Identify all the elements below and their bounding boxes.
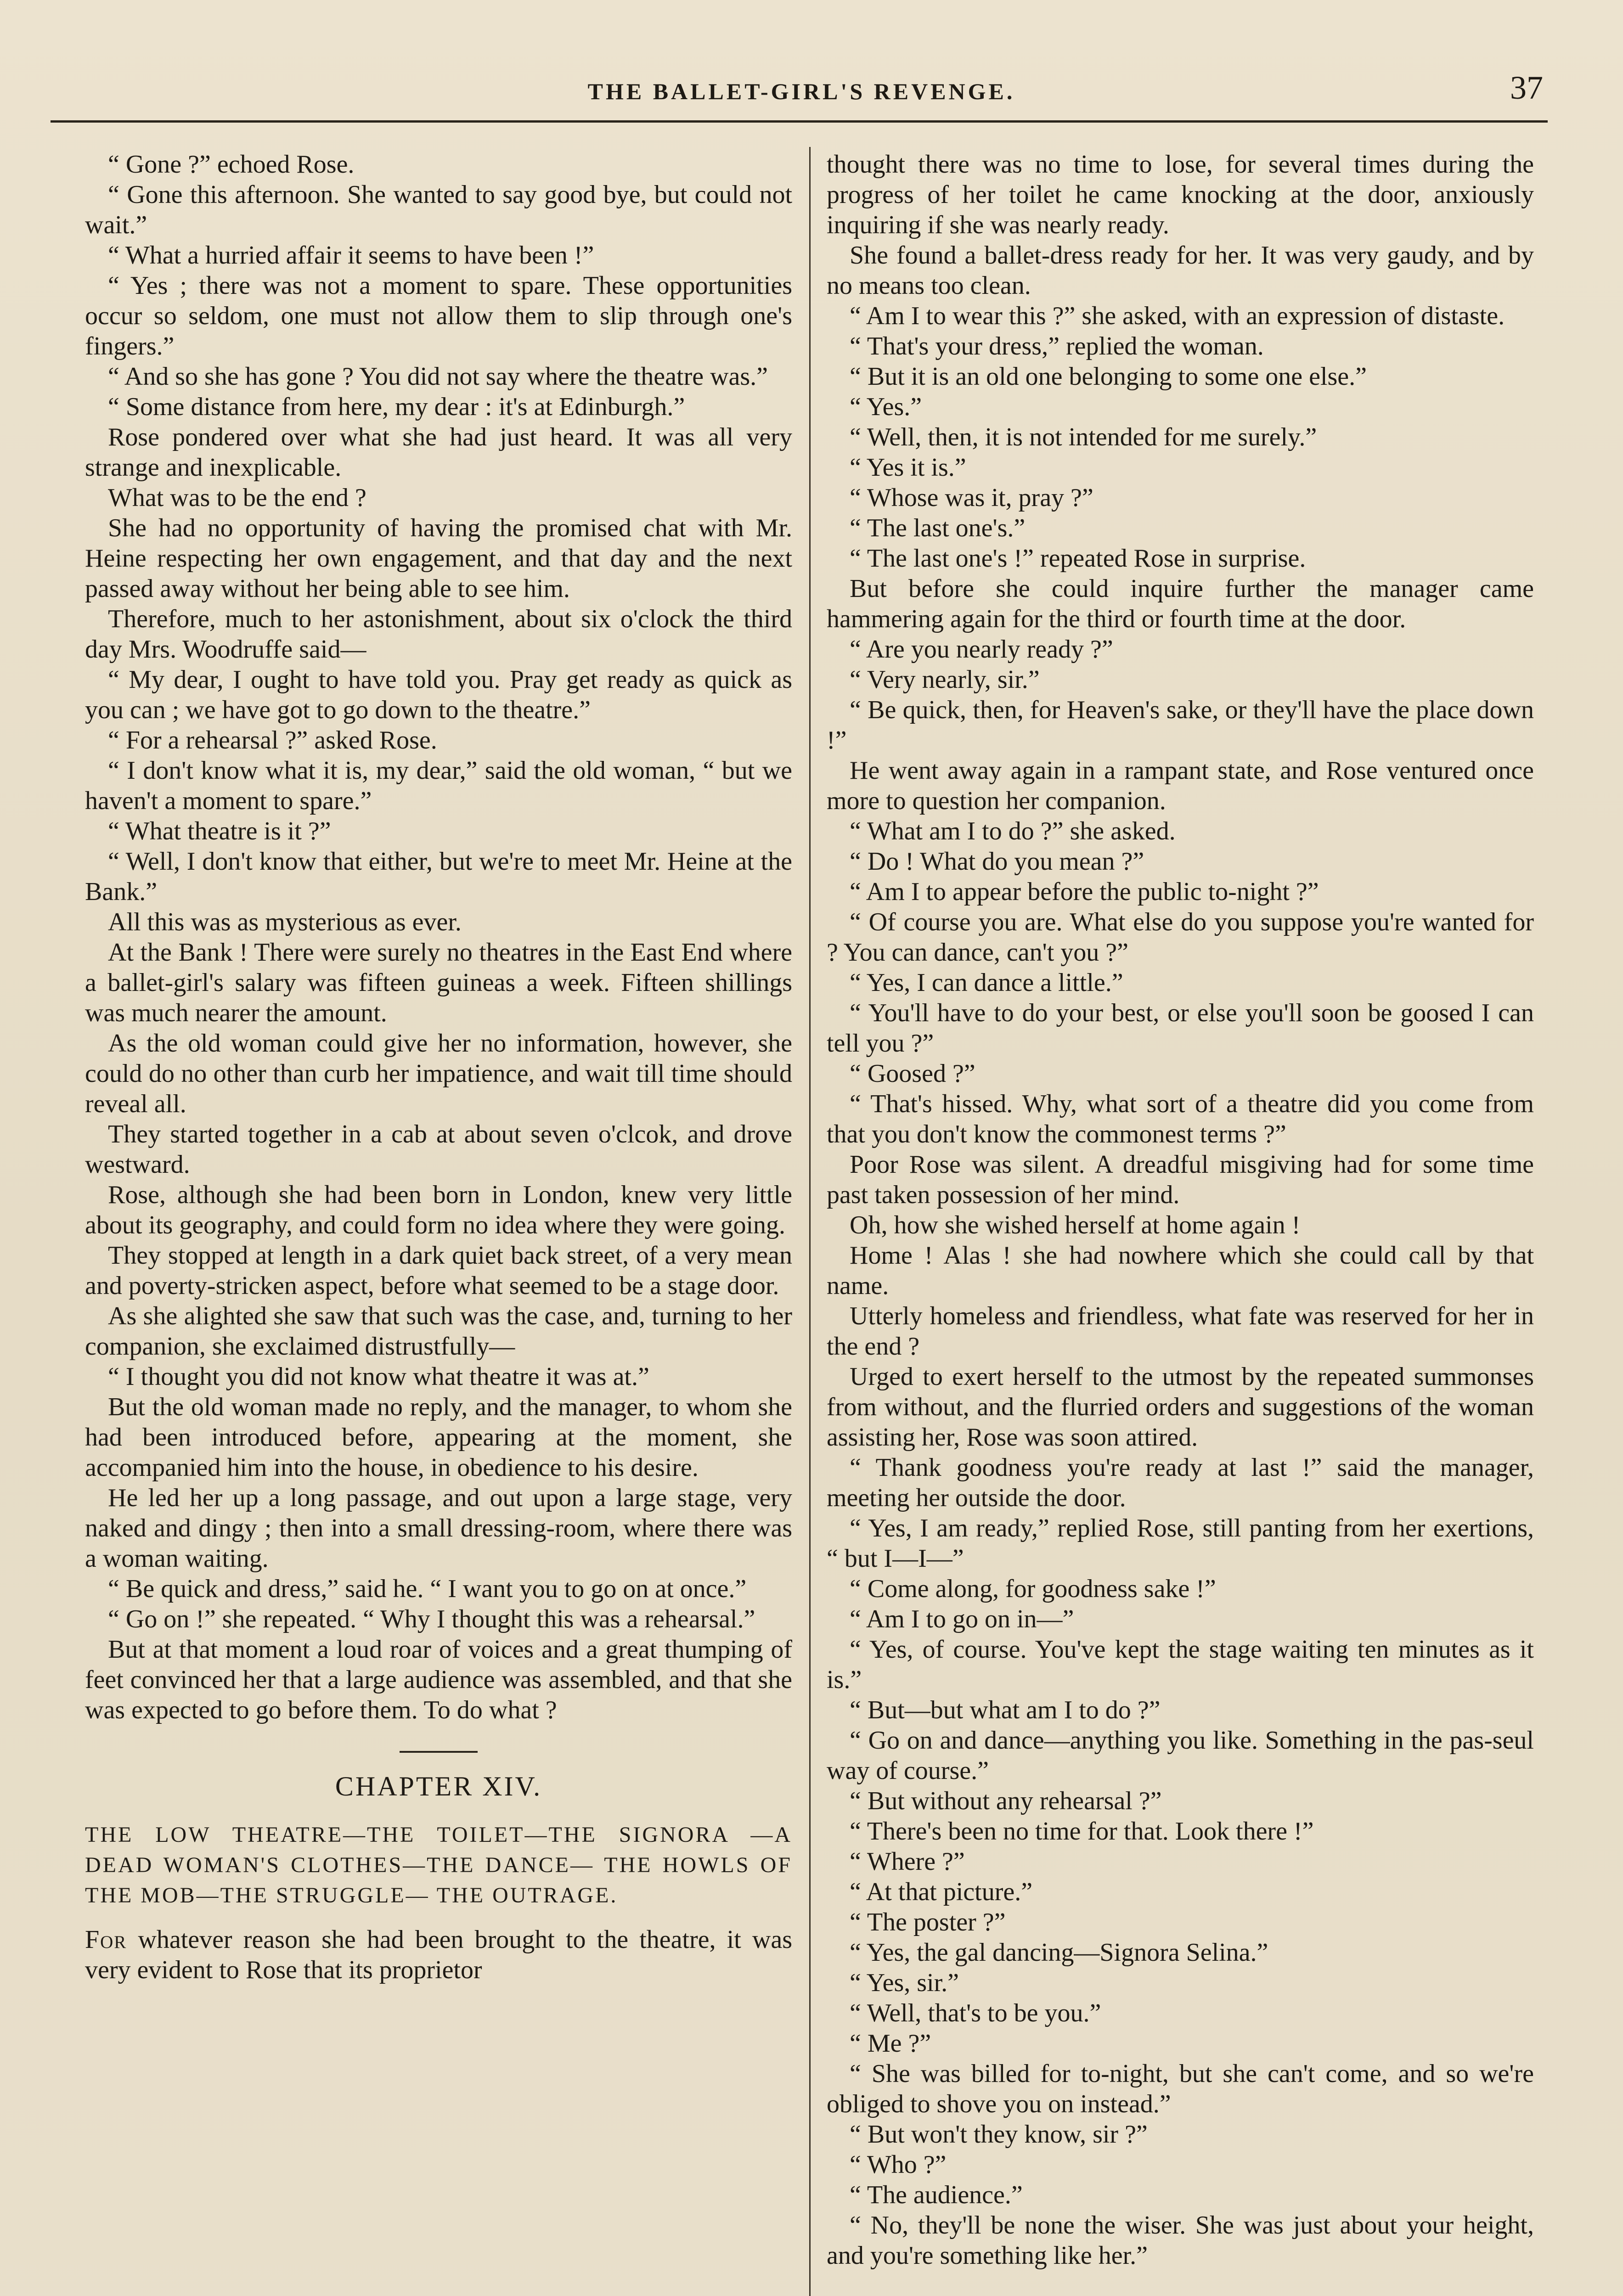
- left-column-paragraphs: [85, 149, 792, 1725]
- paragraph: “ That's your dress,” replied the woman.: [850, 332, 1264, 360]
- right-column: [827, 149, 1534, 2296]
- paragraph: “ Come along, for goodness sake !”: [850, 1575, 1216, 1603]
- paragraph: “ But without any rehearsal ?”: [850, 1787, 1162, 1815]
- paragraph: “ And so she has gone ? You did not say where the theatre was.”: [108, 362, 768, 391]
- column-divider: [809, 147, 811, 2296]
- paragraph: “ Go on and dance—anything you like. Something in the pas-seul way of course.”: [827, 1726, 1534, 1785]
- chapter-heading: CHAPTER XIV.: [335, 1771, 542, 1801]
- paragraph: “ Well, then, it is not intended for me surely.”: [850, 423, 1317, 451]
- paragraph: “ Am I to appear before the public to-night ?”: [850, 878, 1319, 906]
- paragraph: “ That's hissed. Why, what sort of a theatre did you come from that you don't know the commonest terms ?”: [827, 1090, 1534, 1148]
- paragraph: Rose pondered over what she had just heard. It was all very strange and inexplicable.: [85, 423, 792, 482]
- paragraph: “ Yes, I can dance a little.”: [850, 968, 1123, 997]
- paragraph: “ Of course you are. What else do you suppose you're wanted for ? You can dance, can't you ?”: [827, 908, 1534, 967]
- paragraph: “ Yes, the gal dancing—Signora Selina.”: [850, 1938, 1268, 1967]
- paragraph: “ Go on !” she repeated. “ Why I thought this was a rehearsal.”: [108, 1605, 755, 1633]
- paragraph: Therefore, much to her astonishment, about six o'clock the third day Mrs. Woodruffe said—: [85, 605, 792, 664]
- left-column: [85, 149, 792, 2296]
- paragraph: “ The last one's.”: [850, 514, 1026, 542]
- paragraph: Utterly homeless and friendless, what fate was reserved for her in the end ?: [827, 1302, 1534, 1361]
- paragraph: “ Am I to wear this ?” she asked, with an expression of distaste.: [850, 302, 1505, 330]
- paragraph: “ Gone this afternoon. She wanted to say good bye, but could not wait.”: [85, 180, 792, 239]
- paragraph: “ But won't they know, sir ?”: [850, 2120, 1148, 2149]
- paragraph: Poor Rose was silent. A dreadful misgiving had for some time past taken possession of her mind.: [827, 1150, 1534, 1209]
- paragraph: “ Yes ; there was not a moment to spare. These opportunities occur so seldom, one must not allow them to slip through one's fingers.”: [85, 271, 792, 360]
- running-head: [60, 69, 1543, 115]
- paragraph: “ At that picture.”: [850, 1878, 1033, 1906]
- paragraph: At the Bank ! There were surely no theatres in the East End where a ballet-girl's salary was fifteen guineas a week. Fifteen shillings was much nearer the amount.: [85, 938, 792, 1027]
- paragraph: What was to be the end ?: [108, 484, 366, 512]
- chapter-opening-paragraph: [85, 1925, 792, 1985]
- paragraph: “ Where ?”: [850, 1847, 965, 1876]
- paragraph: She had no opportunity of having the promised chat with Mr. Heine respecting her own engagement, and that day and the next passed away without her being able to see him.: [85, 514, 792, 603]
- paragraph: They started together in a cab at about seven o'clcok, and drove westward.: [85, 1120, 792, 1179]
- paragraph: All this was as mysterious as ever.: [108, 908, 462, 936]
- paragraph: “ Yes, of course. You've kept the stage waiting ten minutes as it is.”: [827, 1635, 1534, 1694]
- paragraph: But before she could inquire further the manager came hammering again for the third or fourth time at the door.: [827, 574, 1534, 633]
- paragraph: “ But it is an old one belonging to some one else.”: [850, 362, 1367, 391]
- paragraph: “ But—but what am I to do ?”: [850, 1696, 1161, 1724]
- paragraph: He went away again in a rampant state, and Rose ventured once more to question her companion.: [827, 756, 1534, 815]
- paragraph: Urged to exert herself to the utmost by the repeated summonses from without, and the flurried orders and suggestions of the woman assisting her, Rose was soon attired.: [827, 1362, 1534, 1452]
- paragraph: “ Gone ?” echoed Rose.: [108, 150, 355, 179]
- paragraph: “ I don't know what it is, my dear,” said the old woman, “ but we haven't a moment to spare.”: [85, 756, 792, 815]
- paragraph: “ I thought you did not know what theatre it was at.”: [108, 1362, 649, 1391]
- running-head-title: THE BALLET-GIRL'S REVENGE.: [587, 79, 1015, 104]
- paragraph: “ Be quick and dress,” said he. “ I want you to go on at once.”: [108, 1575, 747, 1603]
- paragraph: “ Yes, I am ready,” replied Rose, still panting from her exertions, “ but I—I—”: [827, 1514, 1534, 1573]
- paragraph: “ My dear, I ought to have told you. Pray get ready as quick as you can ; we have got to go down to the theatre.”: [85, 665, 792, 724]
- paragraph: “ Whose was it, pray ?”: [850, 484, 1093, 512]
- paragraph: As the old woman could give her no information, however, she could do no other than curb her impatience, and wait till time should reveal all.: [85, 1029, 792, 1118]
- paragraph: “ For a rehearsal ?” asked Rose.: [108, 726, 437, 754]
- paragraph: He led her up a long passage, and out upon a large stage, very naked and dingy ; then into a small dressing-room, where there was a woman waiting.: [85, 1484, 792, 1573]
- paragraph: “ Me ?”: [850, 2029, 931, 2058]
- paragraph: She found a ballet-dress ready for her. It was very gaudy, and by no means too clean.: [827, 241, 1534, 300]
- chapter-opening-text: whatever reason she had been brought to the theatre, it was very evident to Rose that its proprietor: [85, 1925, 792, 1984]
- page-number: 37: [1510, 69, 1543, 106]
- chapter-synopsis: THE LOW THEATRE—THE TOILET—THE SIGNORA —A DEAD WOMAN'S CLOTHES—THE DANCE— THE HOWLS OF THE MOB—THE STRUGGLE— THE OUTRAGE.: [85, 1823, 792, 1908]
- paragraph: “ Yes it is.”: [850, 453, 966, 482]
- right-column-paragraphs: [827, 149, 1534, 2271]
- paragraph: “ The audience.”: [850, 2181, 1023, 2209]
- paragraph: “ Am I to go on in—”: [850, 1605, 1074, 1633]
- paragraph: “ No, they'll be none the wiser. She was just about your height, and you're something like her.”: [827, 2211, 1534, 2270]
- paragraph: “ Well, I don't know that either, but we're to meet Mr. Heine at the Bank.”: [85, 847, 792, 906]
- paragraph: “ What am I to do ?” she asked.: [850, 817, 1176, 845]
- paragraph: “ Do ! What do you mean ?”: [850, 847, 1144, 876]
- paragraph: “ Yes, sir.”: [850, 1969, 959, 1997]
- paragraph: thought there was no time to lose, for several times during the progress of her toilet he came knocking at the door, anxiously inquiring if she was nearly ready.: [827, 150, 1534, 239]
- paragraph: “ Yes.”: [850, 393, 922, 421]
- paragraph: “ She was billed for to-night, but she can't come, and so we're obliged to shove you on instead.”: [827, 2060, 1534, 2118]
- paragraph: “ What theatre is it ?”: [108, 817, 331, 845]
- paragraph: “ The poster ?”: [850, 1908, 1006, 1936]
- paragraph: “ Are you nearly ready ?”: [850, 635, 1113, 664]
- paragraph: But at that moment a loud roar of voices and a great thumping of feet convinced her that a large audience was assembled, and that she was expected to go before them. To do what ?: [85, 1635, 792, 1724]
- paragraph: “ Who ?”: [850, 2150, 947, 2179]
- paragraph: “ Goosed ?”: [850, 1059, 975, 1088]
- header-rule: [51, 120, 1548, 123]
- chapter-separator-rule: [400, 1751, 478, 1753]
- paragraph: “ You'll have to do your best, or else you'll soon be goosed I can tell you ?”: [827, 999, 1534, 1058]
- paragraph: “ There's been no time for that. Look there !”: [850, 1817, 1314, 1846]
- paragraph: “ Thank goodness you're ready at last !” said the manager, meeting her outside the door.: [827, 1453, 1534, 1512]
- paragraph: “ What a hurried affair it seems to have been !”: [108, 241, 594, 270]
- paragraph: “ The last one's !” repeated Rose in surprise.: [850, 544, 1306, 573]
- paragraph: But the old woman made no reply, and the manager, to whom she had been introduced before, appearing at the moment, she accompanied him into the house, in obedience to his desire.: [85, 1393, 792, 1482]
- chapter-opening: [85, 1925, 792, 1985]
- paragraph: As she alighted she saw that such was the case, and, turning to her companion, she exclaimed distrustfully—: [85, 1302, 792, 1361]
- paragraph: “ Be quick, then, for Heaven's sake, or they'll have the place down !”: [827, 696, 1534, 754]
- paragraph: Home ! Alas ! she had nowhere which she could call by that name.: [827, 1241, 1534, 1300]
- chapter-opening-lead: For: [85, 1925, 127, 1954]
- paragraph: Oh, how she wished herself at home again !: [850, 1211, 1301, 1239]
- paragraph: Rose, although she had been born in London, knew very little about its geography, and could form no idea where they were going.: [85, 1181, 792, 1239]
- paragraph: “ Some distance from here, my dear : it's at Edinburgh.”: [108, 393, 685, 421]
- paragraph: “ Well, that's to be you.”: [850, 1999, 1101, 2027]
- paragraph: They stopped at length in a dark quiet back street, of a very mean and poverty-stricken aspect, before what seemed to be a stage door.: [85, 1241, 792, 1300]
- paragraph: “ Very nearly, sir.”: [850, 665, 1040, 694]
